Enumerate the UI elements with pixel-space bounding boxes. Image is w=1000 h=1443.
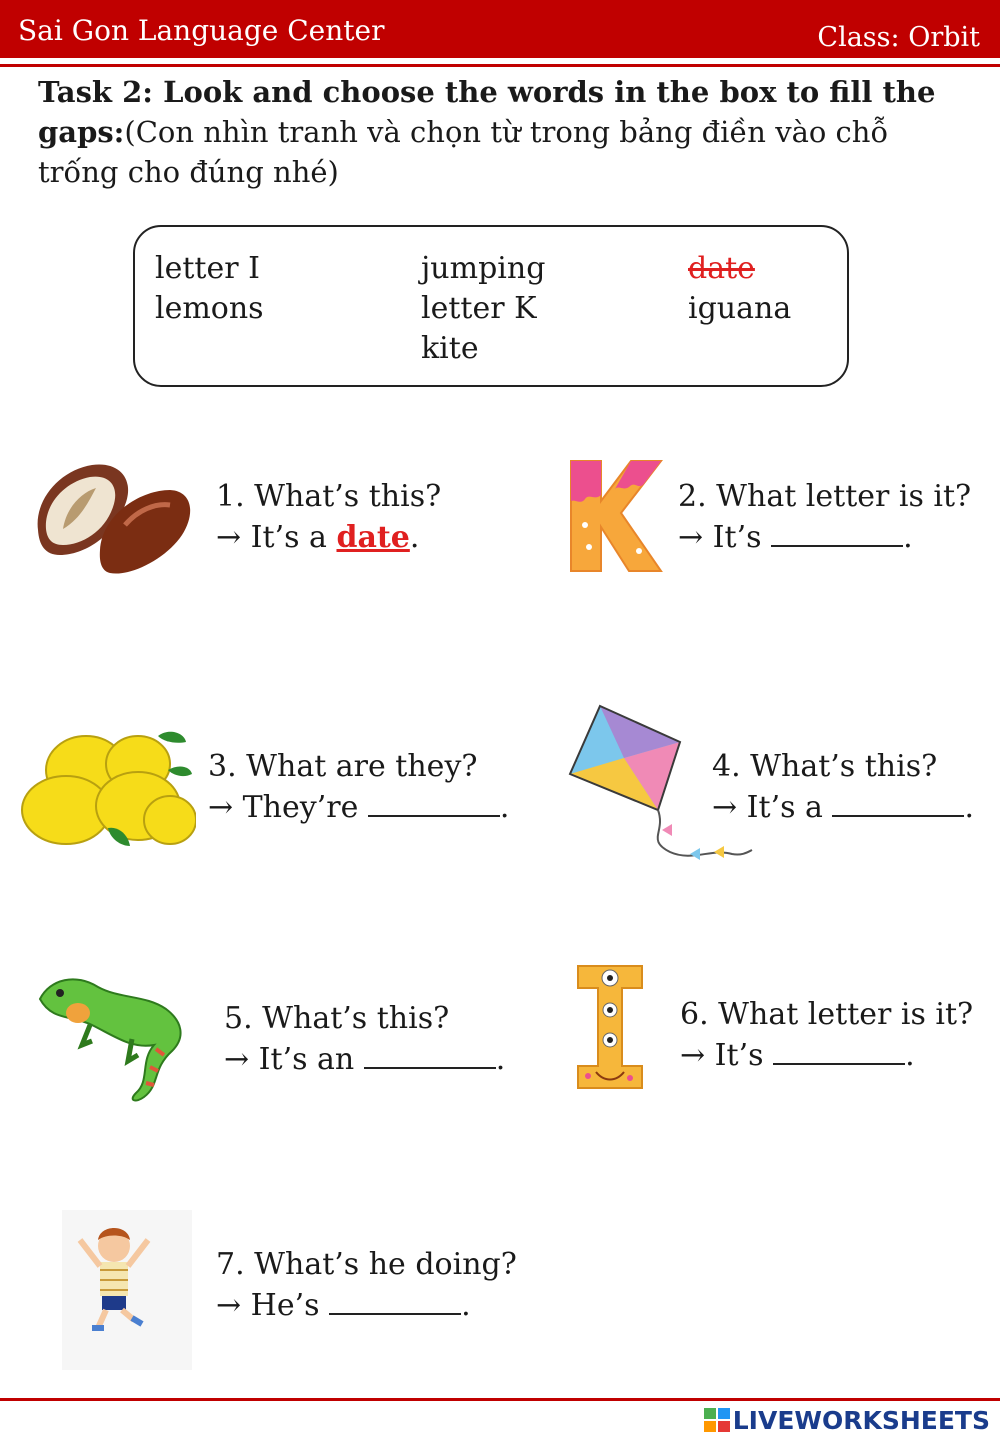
word-date-used[interactable]: date	[688, 251, 755, 286]
question-2-text: 2. What letter is it?	[678, 479, 972, 514]
answer-blank-4[interactable]	[832, 789, 964, 817]
liveworksheets-icon	[703, 1407, 731, 1433]
question-7	[216, 1244, 517, 1326]
brand-name: LIVEWORKSHEETS	[732, 1406, 990, 1435]
question-1	[216, 476, 441, 558]
question-4-answer-line: → It’s a .	[712, 790, 975, 825]
word-jumping[interactable]: jumping	[421, 251, 546, 286]
arrow-icon: →	[678, 520, 704, 555]
arrow-icon: →	[680, 1038, 706, 1073]
question-3	[208, 746, 509, 828]
answer-blank-7[interactable]	[329, 1287, 461, 1315]
arrow-icon: →	[712, 790, 738, 825]
question-6-answer-line: → It’s .	[680, 1038, 915, 1073]
answer-date[interactable]: date	[336, 520, 410, 555]
word-box	[133, 225, 849, 387]
question-2-answer-line: → It’s .	[678, 520, 913, 555]
arrow-icon: →	[216, 520, 242, 555]
question-6-text: 6. What letter is it?	[680, 997, 974, 1032]
liveworksheets-logo	[703, 1406, 990, 1435]
word-lemons[interactable]: lemons	[155, 291, 264, 326]
question-6	[680, 994, 973, 1076]
date-fruit-picture	[30, 455, 195, 580]
class-label: Class: Orbit	[817, 22, 980, 53]
arrow-icon: →	[208, 790, 234, 825]
question-3-answer-line: → They’re .	[208, 790, 510, 825]
task-instruction	[38, 72, 968, 192]
boy-jumping-picture	[62, 1210, 192, 1370]
question-4	[712, 746, 974, 828]
question-4-text: 4. What’s this?	[712, 749, 938, 784]
question-5-text: 5. What’s this?	[224, 1001, 450, 1036]
question-1-answer-line: → It’s a date.	[216, 520, 420, 555]
lemons-picture	[18, 728, 196, 850]
task-note: (Con nhìn tranh và chọn từ trong bảng điền vào chỗ trống cho đúng nhé)	[38, 115, 889, 189]
task-title: Task 2: Look and choose the words in the box to fill the gaps:	[38, 75, 936, 149]
question-7-text: 7. What’s he doing?	[216, 1247, 517, 1282]
header-bar	[0, 0, 1000, 58]
answer-blank-6[interactable]	[773, 1037, 905, 1065]
question-3-text: 3. What are they?	[208, 749, 478, 784]
answer-blank-2[interactable]	[771, 519, 903, 547]
answer-blank-5[interactable]	[364, 1041, 496, 1069]
question-1-text: 1. What’s this?	[216, 479, 442, 514]
word-iguana[interactable]: iguana	[688, 291, 792, 326]
iguana-picture	[36, 965, 198, 1105]
question-2	[678, 476, 971, 558]
word-kite[interactable]: kite	[421, 331, 479, 366]
word-letter-k[interactable]: letter K	[421, 291, 537, 326]
answer-blank-3[interactable]	[368, 789, 500, 817]
letter-i-picture	[572, 960, 648, 1096]
center-name: Sai Gon Language Center	[18, 14, 385, 47]
question-7-answer-line: → He’s .	[216, 1288, 471, 1323]
question-5	[224, 998, 505, 1080]
header-rule	[0, 64, 1000, 67]
question-5-answer-line: → It’s an .	[224, 1042, 506, 1077]
arrow-icon: →	[224, 1042, 250, 1077]
word-letter-i[interactable]: letter I	[155, 251, 260, 286]
arrow-icon: →	[216, 1288, 242, 1323]
letter-k-picture	[565, 455, 663, 577]
footer-rule	[0, 1398, 1000, 1401]
